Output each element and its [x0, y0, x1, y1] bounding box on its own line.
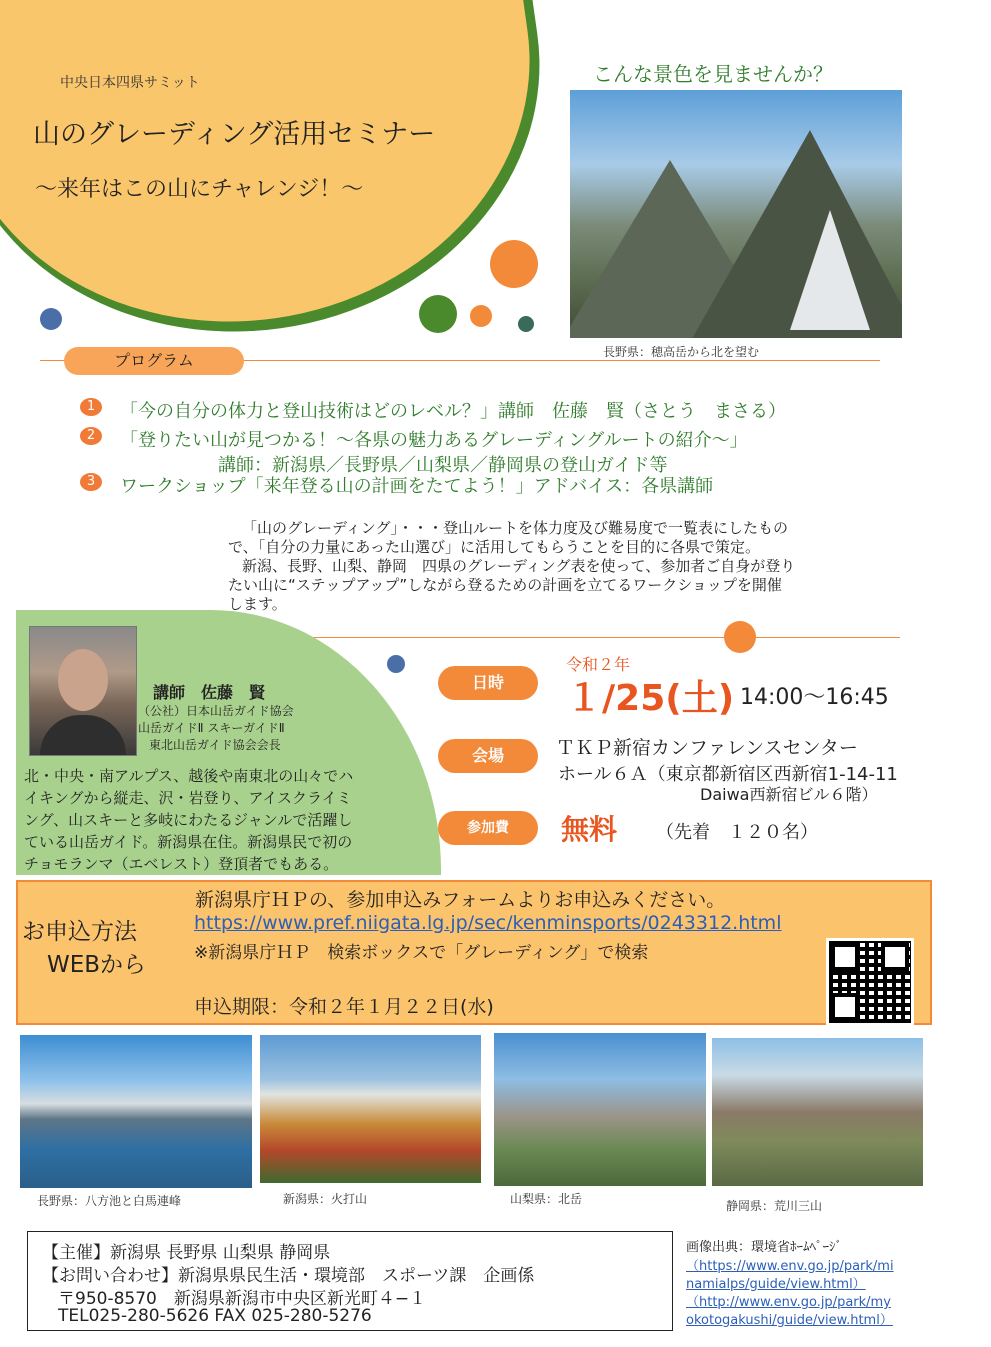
page-title: 山のグレーディング活用セミナー [33, 119, 436, 150]
organizer: 【主催】新潟県 長野県 山梨県 静岡県 [42, 1243, 331, 1263]
deco-circle-orange [490, 240, 538, 288]
image-source-link-2a[interactable]: （http://www.env.go.jp/park/my [686, 1295, 891, 1310]
event-capacity: （先着 １２０名） [656, 822, 818, 843]
apply-url-link[interactable]: https://www.pref.niigata.lg.jp/sec/kenminsports/0243312.html [194, 912, 782, 934]
description-line: 新潟、長野、山梨、静岡 四県のグレーディング表を使って、参加者ご自身が登り [242, 557, 796, 575]
photo-arakawa [712, 1038, 923, 1186]
photo-caption-3: 山梨県：北岳 [510, 1192, 583, 1206]
photo-hiuchi [260, 1035, 481, 1183]
event-fee: 無料 [561, 813, 618, 846]
summit-label: 中央日本四県サミット [60, 75, 200, 91]
deco-circle-blue [40, 308, 62, 330]
contact-address: 〒950-8570 新潟県新潟市中央区新光町４−１ [58, 1289, 427, 1309]
venue-hall: ホール６Ａ（東京都新宿区西新宿1-14-11 [558, 764, 898, 785]
date-label: 日時 [471, 673, 504, 692]
deco-circle-orange-small [470, 305, 492, 327]
bio-line: チョモランマ（エベレスト）登頂者でもある。 [24, 855, 339, 873]
lecturer-bio [24, 765, 353, 875]
grading-description [228, 519, 878, 614]
image-source-link-1a[interactable]: （https://www.env.go.jp/park/mi [686, 1259, 894, 1274]
apply-method: お申込方法 [22, 919, 137, 945]
section-divider [270, 637, 900, 638]
date-label-badge [438, 666, 538, 700]
venue-building: Daiwa西新宿ビル６階） [700, 785, 878, 804]
image-source-label: 画像出典：環境省ﾎｰﾑﾍﾟｰｼﾞ [686, 1240, 843, 1255]
fee-label: 参加費 [467, 820, 509, 836]
program-item-3: ワークショップ「来年登る山の計画をたてよう！」アドバイス：各県講師 [120, 476, 714, 497]
main-photo-caption: 長野県：穂高岳から北を望む [603, 345, 760, 359]
lecturer-name: 講師 佐藤 賢 [153, 683, 266, 702]
apply-instruction: 新潟県庁ＨＰの、参加申込みフォームよりお申込みください。 [195, 889, 726, 911]
apply-method-web: WEBから [47, 952, 147, 978]
bio-line: ング、山スキーと多岐にわたるジャンルで活躍し [24, 811, 353, 829]
apply-search-hint: ※新潟県庁ＨＰ 検索ボックスで「グレーディング」で検索 [194, 943, 649, 963]
description-line: で、「自分の力量にあった山選び」に活用してもらうことを目的に各県で策定。 [228, 538, 761, 556]
apply-deadline: 申込期限：令和２年１月２２日(水) [194, 996, 494, 1018]
description-line: たい山に“ステップアップ”しながら登るための計画を立てるワークショップを開催 [228, 576, 782, 594]
qr-code[interactable] [826, 938, 914, 1026]
program-number-1: 1 [80, 398, 102, 416]
program-number-2: 2 [80, 427, 102, 445]
program-item-2: 「登りたい山が見つかる！〜各県の魅力あるグレーディングルートの紹介〜」 [120, 430, 748, 451]
photo-caption-1: 長野県：八方池と白馬連峰 [37, 1194, 182, 1208]
contact-dept: 【お問い合わせ】新潟県県民生活・環境部 スポーツ課 企画係 [42, 1266, 535, 1286]
event-date: １/25(土) [566, 678, 735, 719]
program-label: プログラム [114, 351, 194, 370]
lecturer-affiliation-3: 東北山岳ガイド協会会長 [149, 738, 281, 752]
venue-label: 会場 [471, 746, 504, 765]
bio-line: 北・中央・南アルプス、越後や南東北の山々でハ [24, 767, 354, 785]
photo-caption-2: 新潟県：火打山 [283, 1192, 368, 1206]
deco-circle-blue-divider [387, 655, 405, 673]
image-source-link-1b[interactable]: namialps/guide/view.html） [686, 1277, 866, 1292]
main-photo-hotaka [570, 90, 902, 338]
photo-happo-pond [20, 1035, 252, 1188]
scenery-question: こんな景色を見ませんか？ [593, 62, 833, 86]
venue-name: ＴＫＰ新宿カンファレンスセンター [556, 737, 858, 759]
page-subtitle: 〜来年はこの山にチャレンジ！〜 [35, 177, 364, 202]
fee-label-badge [438, 811, 538, 845]
bio-line: イキングから縦走、沢・岩登り、アイスクライミ [24, 789, 352, 807]
program-number-3: 3 [80, 473, 102, 491]
program-label-pill [64, 347, 244, 375]
program-item-1: 「今の自分の体力と登山技術はどのレベル？」講師 佐藤 賢（さとう まさる） [120, 401, 786, 422]
bio-line: ている山岳ガイド。新潟県在住。新潟県民で初の [24, 833, 353, 851]
venue-label-badge [438, 739, 538, 773]
description-line: します。 [228, 595, 287, 613]
event-era: 令和２年 [566, 655, 631, 674]
lecturer-affiliation-2: 山岳ガイドⅡ スキーガイドⅡ [138, 721, 285, 735]
deco-circle-orange-divider [724, 621, 756, 653]
description-line: 「山のグレーディング」・・・登山ルートを体力度及び難易度で一覧表にしたもの [242, 519, 789, 537]
program-item-2-speakers: 講師：新潟県／長野県／山梨県／静岡県の登山ガイド等 [218, 455, 668, 476]
lecturer-affiliation-1: （公社）日本山岳ガイド協会 [138, 704, 294, 718]
photo-caption-4: 静岡県：荒川三山 [726, 1199, 823, 1213]
photo-kitadake [494, 1033, 706, 1186]
image-source-link-2b[interactable]: okotogakushi/guide/view.html） [686, 1313, 893, 1328]
deco-circle-green [419, 295, 457, 333]
event-time: 14:00〜16:45 [740, 685, 889, 710]
lecturer-photo [29, 626, 137, 756]
deco-circle-blue-2 [518, 316, 534, 332]
contact-phone: TEL025-280-5626 FAX 025-280-5276 [58, 1306, 372, 1326]
